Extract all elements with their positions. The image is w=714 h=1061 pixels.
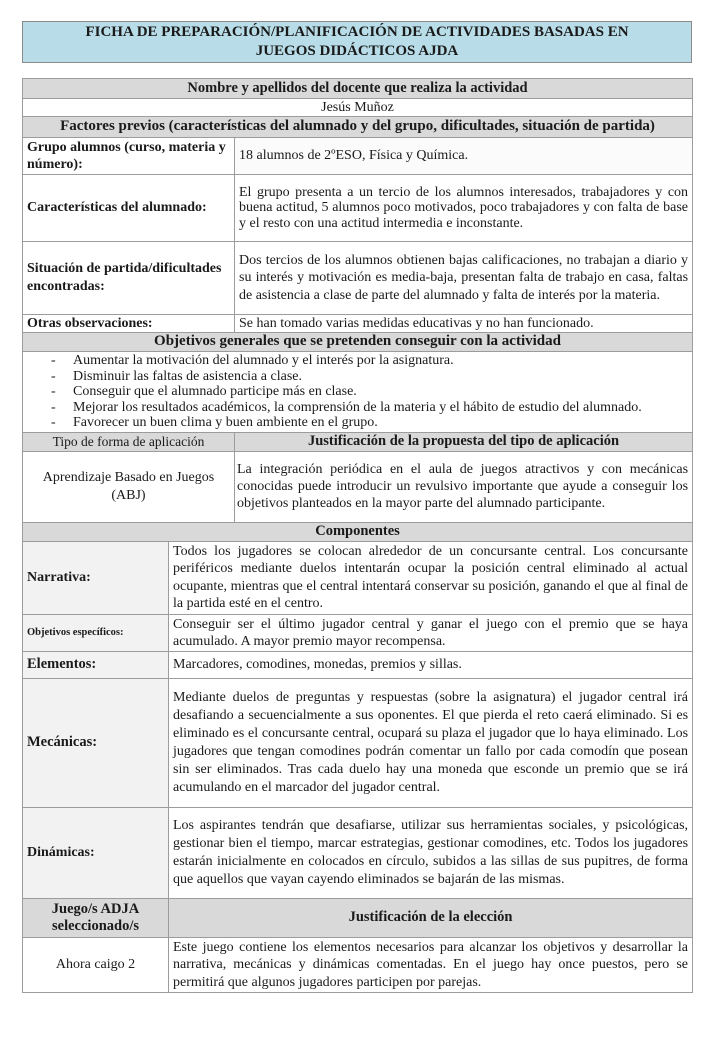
objectives-header-row	[23, 333, 693, 352]
teacher-header-row	[23, 79, 693, 99]
prior-factor-value: El grupo presenta a un tercio de los alumnos interesados, trabajadores y con buena actitud, 5 alumnos poco motivados, poco trabajadores y con falta de base y el resto con una actitud intermedia e inconstante.	[235, 175, 693, 242]
component-row	[23, 807, 693, 898]
prior-factor-row	[23, 175, 693, 242]
prior-factor-value: 18 alumnos de 2ºESO, Física y Química.	[235, 138, 693, 175]
form-title	[22, 21, 692, 63]
objective-item: - Aumentar la motivación del alumnado y el interés por la asignatura.	[61, 353, 686, 369]
component-label: Dinámicas:	[23, 807, 169, 898]
selection-row	[23, 937, 693, 992]
selection-justification: Este juego contiene los elementos necesarios para alcanzar los objetivos y desarrollar la narrativa, mecánicas y dinámicas comentadas. En el juego hay once puestos, pero se permitirá que algunos jugadores participen por parejas.	[169, 937, 693, 992]
prior-factor-label: Otras observaciones:	[23, 315, 235, 333]
component-value: Los aspirantes tendrán que desafiarse, utilizar sus herramientas sociales, y psicológicas, gestionar bien el tiempo, marcar estrategias, gestionar comodines, etc. Todos los jugadores estarán inicialmente en colocados en círculo, subidos a las sillas de sus pupitres, de forma que aquellos que vayan cayendo eliminados se bajarán de las mismas.	[169, 807, 693, 898]
teacher-name: Jesús Muñoz	[23, 99, 693, 117]
component-row	[23, 541, 693, 614]
objectives-list	[23, 353, 692, 431]
objectives-cell	[23, 352, 693, 433]
component-label: Narrativa:	[23, 541, 169, 614]
component-value: Mediante duelos de preguntas y respuestas (sobre la asignatura) el jugador central irá desafiando a secuencialmente a sus oponentes. El que pierda el reto caerá eliminado. Si es eliminado es el concursante central, ocupará su plaza el jugador que lo haya eliminado. Los jugadores que tengan comodines podrán comentar un fallo por cada comodín que posean sin ser eliminados. Tras cada duelo hay una moneda que esconde un premio que se irá acumulando en el marcador del jugador central.	[169, 678, 693, 807]
prior-factor-label: Grupo alumnos (curso, materia y número):	[23, 138, 235, 175]
component-value: Todos los jugadores se colocan alrededor de un concursante central. Los concursante periféricos mediante duelos intentarán ocupar la posición central eliminado al actual ocupante, mientras que el central intentará conservar su posición, ganando el que al final de la partida esté en el centro.	[169, 541, 693, 614]
selected-game: Ahora caigo 2	[23, 937, 169, 992]
application-row	[23, 451, 693, 522]
application-type-header: Tipo de forma de aplicación	[23, 432, 235, 451]
application-justification-header: Justificación de la propuesta del tipo de aplicación	[235, 432, 693, 451]
components-header: Componentes	[23, 522, 693, 541]
teacher-header: Nombre y apellidos del docente que realiza la actividad	[23, 79, 693, 99]
objectives-row	[23, 352, 693, 433]
activity-planning-table	[22, 78, 693, 993]
component-label: Objetivos específicos:	[23, 614, 169, 651]
selection-header-row	[23, 898, 693, 937]
selection-game-header: Juego/s ADJA seleccionado/s	[23, 898, 169, 937]
component-label: Mecánicas:	[23, 678, 169, 807]
component-value: Conseguir ser el último jugador central y ganar el juego con el premio que se haya acumulado. A mayor premio mayor recompensa.	[169, 614, 693, 651]
objective-item: - Conseguir que el alumnado participe más en clase.	[61, 384, 686, 400]
objectives-header: Objetivos generales que se pretenden conseguir con la actividad	[23, 333, 693, 352]
selection-justification-header: Justificación de la elección	[169, 898, 693, 937]
component-row	[23, 678, 693, 807]
prior-factor-value: Se han tomado varias medidas educativas y no han funcionado.	[235, 315, 693, 333]
prior-factors-header-row	[23, 117, 693, 138]
prior-factor-row	[23, 242, 693, 315]
prior-factor-label: Situación de partida/dificultades encontradas:	[23, 242, 235, 315]
prior-factor-label: Características del alumnado:	[23, 175, 235, 242]
prior-factors-header: Factores previos (características del alumnado y del grupo, dificultades, situación de partida)	[23, 117, 693, 138]
objective-item: - Mejorar los resultados académicos, la comprensión de la materia y el hábito de estudio del alumnado.	[61, 400, 686, 416]
application-header-row	[23, 432, 693, 451]
prior-factor-row	[23, 138, 693, 175]
form-title-line-1: FICHA DE PREPARACIÓN/PLANIFICACIÓN DE ACTIVIDADES BASADAS EN	[85, 24, 629, 40]
objective-item: - Favorecer un buen clima y buen ambiente en el grupo.	[61, 415, 686, 431]
component-value: Marcadores, comodines, monedas, premios y sillas.	[169, 651, 693, 678]
teacher-name-row	[23, 99, 693, 117]
component-row	[23, 614, 693, 651]
components-header-row	[23, 522, 693, 541]
prior-factor-row	[23, 315, 693, 333]
application-justification: La integración periódica en el aula de juegos atractivos y con mecánicas conocidas puede introducir un revulsivo importante que ayude a conseguir los objetivos planteados en la mayor parte del alumnado participante.	[235, 451, 693, 522]
form-title-line-2: JUEGOS DIDÁCTICOS AJDA	[255, 43, 459, 59]
component-row	[23, 651, 693, 678]
prior-factor-value: Dos tercios de los alumnos obtienen bajas calificaciones, no trabajan a diario y su interés y motivación es media-baja, presentan falta de trabajo en casa, faltas de asistencia a clase de parte del alumnado y falta de interés por la materia.	[235, 242, 693, 315]
application-type: Aprendizaje Basado en Juegos (ABJ)	[23, 451, 235, 522]
component-label: Elementos:	[23, 651, 169, 678]
objective-item: - Disminuir las faltas de asistencia a clase.	[61, 369, 686, 385]
